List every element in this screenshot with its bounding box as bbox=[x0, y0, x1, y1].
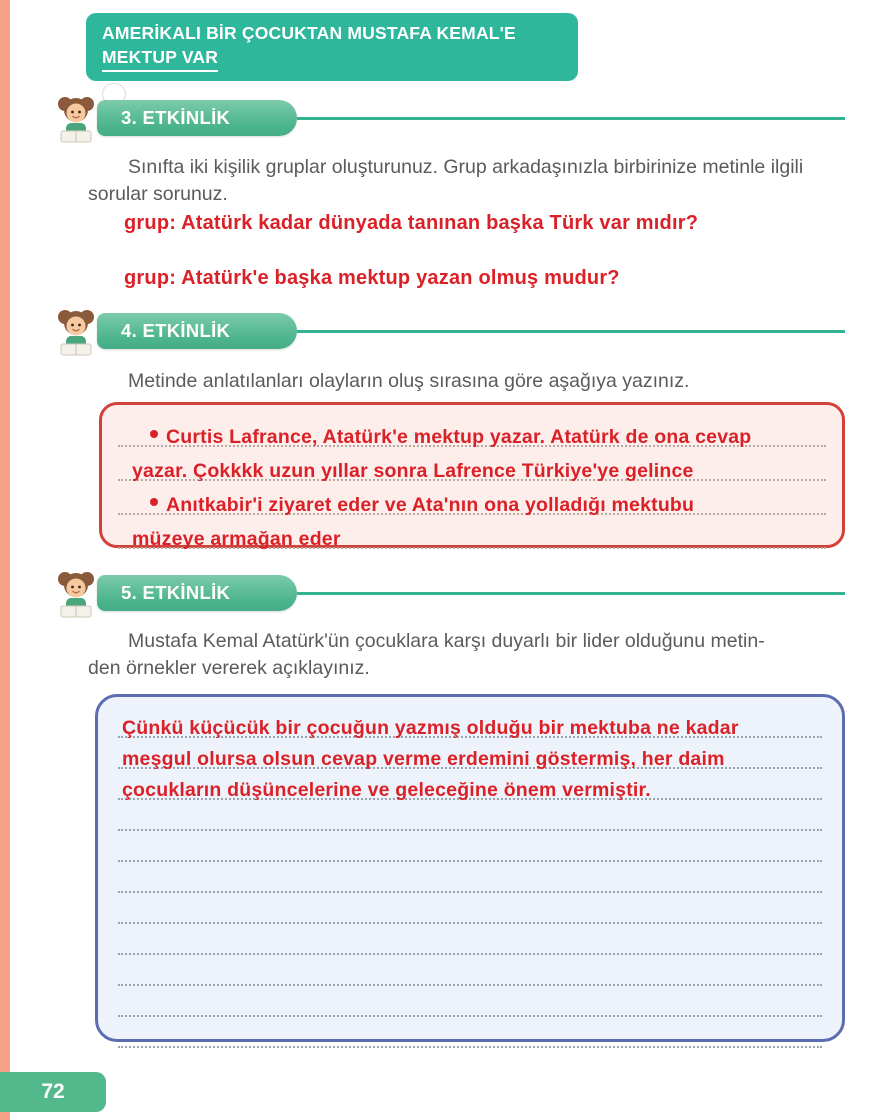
bullet-dot bbox=[150, 430, 158, 438]
answer-line bbox=[118, 769, 822, 800]
page-title-line1: AMERİKALI BİR ÇOCUKTAN MUSTAFA KEMAL'E bbox=[102, 23, 516, 43]
activity3-label: 3. ETKİNLİK bbox=[121, 107, 231, 128]
page-header-banner bbox=[86, 13, 578, 81]
activity3-instruction: Sınıfta iki kişilik gruplar oluşturunuz. Grup arkadaşınızla birbirinize metinle ilgili sorular sorunuz. bbox=[88, 155, 804, 206]
blank-line bbox=[118, 800, 822, 831]
blank-line bbox=[118, 924, 822, 955]
activity5-instruction bbox=[88, 628, 830, 683]
left-edge-stripe bbox=[0, 0, 10, 1120]
answer-text: çocukların düşüncelerine ve geleceğine önem vermiştir. bbox=[122, 779, 651, 801]
activity5-instruction-line2: den örnekler vererek açıklayınız. bbox=[88, 657, 370, 680]
answer-line bbox=[118, 515, 826, 549]
page-number: 72 bbox=[41, 1080, 65, 1103]
activity5-label: 5. ETKİNLİK bbox=[121, 582, 231, 603]
activity5-rule-line bbox=[297, 592, 845, 595]
answer-line bbox=[118, 707, 822, 738]
activity4-instruction: Metinde anlatılanları olayların oluş sırasına göre aşağıya yazınız. bbox=[128, 369, 690, 392]
activity5-pill bbox=[97, 575, 297, 611]
answer-text: Curtis Lafrance, Atatürk'e mektup yazar. Atatürk de ona cevap bbox=[166, 426, 752, 448]
blank-line bbox=[118, 893, 822, 924]
activity3-header bbox=[50, 95, 845, 145]
page-title-line2: MEKTUP VAR bbox=[102, 46, 218, 73]
girl-mascot-icon bbox=[52, 568, 100, 620]
blank-line bbox=[118, 955, 822, 986]
blank-line bbox=[118, 1017, 822, 1048]
page-number-badge bbox=[0, 1072, 106, 1112]
blank-line bbox=[118, 986, 822, 1017]
activity3-pill bbox=[97, 100, 297, 136]
girl-mascot-icon bbox=[52, 93, 100, 145]
answer-line bbox=[118, 447, 826, 481]
answer-line bbox=[118, 738, 822, 769]
answer-line bbox=[118, 481, 826, 515]
answer-text: müzeye armağan eder bbox=[132, 528, 341, 550]
bullet-dot bbox=[150, 498, 158, 506]
answer-text: meşgul olursa olsun cevap verme erdemini göstermiş, her daim bbox=[122, 748, 725, 770]
girl-mascot-icon bbox=[52, 306, 100, 358]
activity5-header bbox=[50, 570, 845, 620]
answer-text: Anıtkabir'i ziyaret eder ve Ata'nın ona yolladığı mektubu bbox=[166, 494, 695, 516]
activity4-rule-line bbox=[297, 330, 845, 333]
activity4-pill bbox=[97, 313, 297, 349]
answer-text: yazar. Çokkkk uzun yıllar sonra Lafrence Türkiye'ye gelince bbox=[132, 460, 694, 482]
activity5-answer-box bbox=[95, 694, 845, 1042]
answer-line bbox=[118, 413, 826, 447]
activity4-header bbox=[50, 308, 845, 358]
activity3-answer-1: grup: Atatürk kadar dünyada tanınan başka Türk var mıdır? bbox=[124, 212, 699, 234]
activity3-rule-line bbox=[297, 117, 845, 120]
activity3-answer-2: grup: Atatürk'e başka mektup yazan olmuş mudur? bbox=[124, 267, 620, 289]
blank-line bbox=[118, 862, 822, 893]
blank-line bbox=[118, 831, 822, 862]
answer-text: Çünkü küçücük bir çocuğun yazmış olduğu bir mektuba ne kadar bbox=[122, 717, 739, 739]
activity5-instruction-line1: Mustafa Kemal Atatürk'ün çocuklara karşı duyarlı bir lider olduğunu metin- bbox=[128, 629, 765, 652]
activity4-answer-box bbox=[99, 402, 845, 548]
activity4-label: 4. ETKİNLİK bbox=[121, 320, 231, 341]
